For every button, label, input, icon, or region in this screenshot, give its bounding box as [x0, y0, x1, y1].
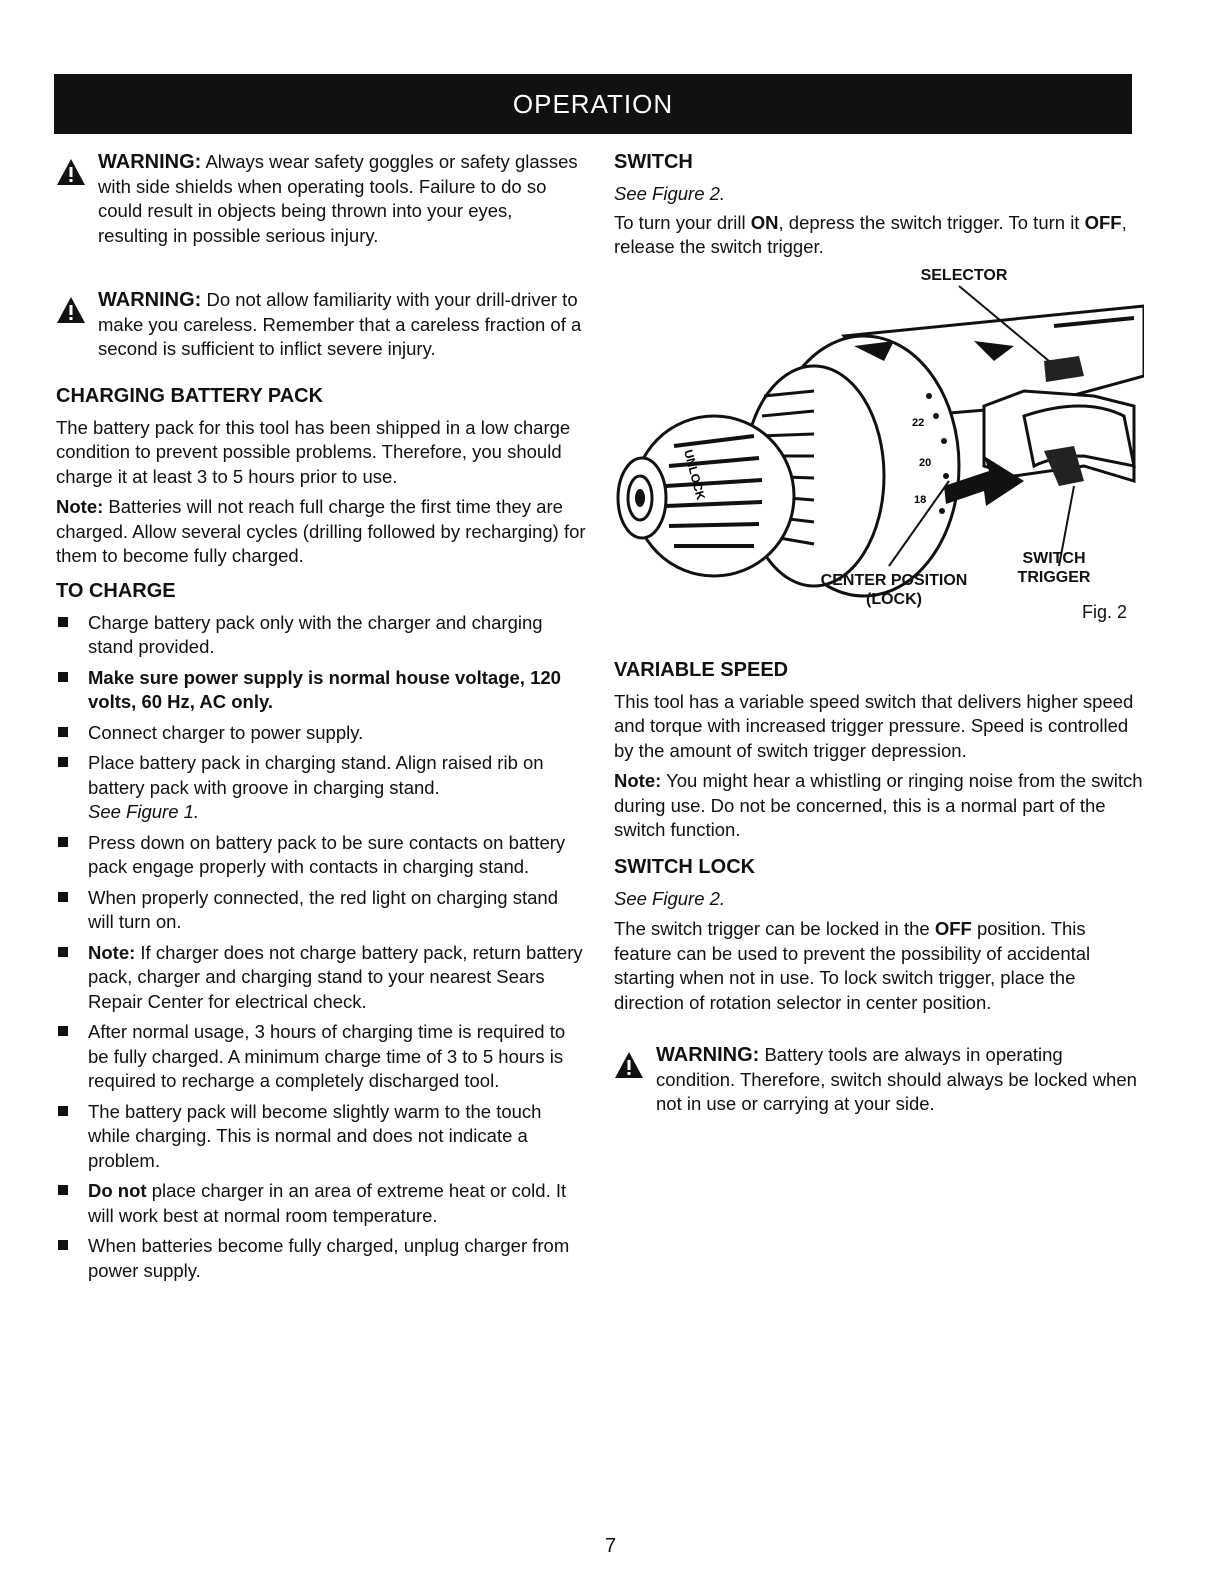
warning-familiarity: [56, 288, 586, 362]
figure-reference: See Figure 1.: [88, 801, 200, 822]
bullet-icon: [58, 672, 68, 682]
dial-number: 18: [914, 493, 927, 506]
bullet-icon: [58, 1026, 68, 1036]
off-label: OFF: [1084, 211, 1122, 233]
variable-speed-note: [614, 769, 1144, 843]
bullet-icon: [58, 1106, 68, 1116]
list-item: [56, 611, 586, 660]
section-title: OPERATION: [512, 89, 674, 119]
to-charge-heading: TO CHARGE: [56, 579, 176, 602]
bullet-icon: [58, 727, 68, 737]
warning-text: Do not allow familiarity with your drill-driver to make you careless. Remember that a careless fraction of a second is sufficient to inflict severe injury.: [98, 289, 582, 359]
dial-number: 20: [919, 456, 932, 469]
on-label: ON: [750, 211, 779, 233]
bullet-icon: [58, 1240, 68, 1250]
dial-number: 22: [912, 416, 925, 429]
charging-paragraph: The battery pack for this tool has been shipped in a low charge condition to prevent possible problems. Therefore, you should charge it at least 3 to 5 hours prior to use.: [56, 416, 571, 487]
warning-battery-tools: [614, 1043, 1144, 1117]
figure-number: Fig. 2: [1082, 601, 1128, 622]
center-position-text: CENTER POSITION: [820, 571, 968, 589]
figure-reference: See Figure 2.: [614, 887, 726, 909]
list-item-text: If charger does not charge battery pack, return battery pack, charger and charging stand to your nearest Sears Repair Center for electrical check.: [88, 941, 583, 1012]
list-item: [56, 831, 586, 880]
list-item-text: Make sure power supply is normal house voltage, 120 volts, 60 Hz, AC only.: [88, 666, 561, 712]
warning-text: Always wear safety goggles or safety glasses with side shields when operating tools. Failure to do so could result in objects being thrown into your eyes, resulting in possible serious injury.: [98, 151, 578, 246]
list-item-text: Place battery pack in charging stand. Align raised rib on battery pack with groove in charging stand.: [88, 752, 544, 798]
switch-lock-heading: SWITCH LOCK: [614, 855, 756, 878]
off-label: OFF: [934, 918, 972, 939]
note-label: Note:: [56, 496, 104, 517]
list-item: [56, 666, 586, 715]
warning-keyword: WARNING:: [98, 289, 202, 311]
switch-paragraph: [614, 211, 1144, 260]
switch-text: SWITCH: [1022, 549, 1086, 567]
text-run: , release the switch trigger.: [614, 211, 1127, 257]
bullet-icon: [58, 1185, 68, 1195]
list-item-text: After normal usage, 3 hours of charging time is required to be fully charged. A minimum charge time of 3 to 5 hours is required to recharge a completely discharged tool.: [88, 1021, 566, 1091]
emphasis-label: Do not: [88, 1180, 147, 1201]
section-banner: [54, 74, 1132, 134]
warning-triangle-icon: [614, 1051, 644, 1079]
list-item: [56, 751, 586, 825]
bullet-icon: [58, 947, 68, 957]
charging-note: [56, 495, 586, 569]
text-run: The switch trigger can be locked in the: [614, 918, 935, 939]
list-item-text: When batteries become fully charged, unplug charger from power supply.: [88, 1235, 570, 1281]
figure-reference: See Figure 2.: [614, 183, 726, 204]
page-number: 7: [604, 1535, 617, 1557]
list-item: [56, 1179, 586, 1228]
trigger-text: TRIGGER: [1017, 568, 1091, 586]
switch-trigger-label: [1009, 549, 1099, 587]
chuck-label: UNLOCK: [681, 447, 708, 501]
text-run: , depress the switch trigger. To turn it: [778, 211, 1085, 233]
warning-triangle-icon: [56, 296, 86, 324]
note-label: Note:: [88, 941, 136, 963]
list-item-text: place charger in an area of extreme heat or cold. It will work best at normal room temperature.: [88, 1180, 567, 1226]
text-run: position. This feature can be used to prevent the possibility of accidental starting when not in use. To lock switch trigger, place the direction of rotation selector in center position.: [614, 918, 1091, 1013]
list-item: [56, 941, 586, 1015]
lock-text: (LOCK): [866, 590, 922, 608]
list-item: [56, 721, 586, 746]
list-item-text: When properly connected, the red light on charging stand will turn on.: [88, 886, 558, 932]
bullet-icon: [58, 892, 68, 902]
warning-keyword: WARNING:: [656, 1044, 760, 1066]
variable-speed-paragraph: This tool has a variable speed switch that delivers higher speed and torque with increased trigger pressure. Speed is controlled by the amount of switch trigger depression.: [614, 690, 1134, 761]
charging-heading: CHARGING BATTERY PACK: [56, 384, 324, 407]
center-position-label: [809, 571, 979, 609]
switch-lock-paragraph: [614, 917, 1144, 1015]
warning-triangle-icon: [56, 158, 86, 186]
list-item: [56, 1020, 586, 1094]
right-column: [614, 150, 1144, 1145]
list-item-text: The battery pack will become slightly warm to the touch while charging. This is normal and does not indicate a problem.: [88, 1100, 542, 1171]
list-item-text: Press down on battery pack to be sure contacts on battery pack engage properly with contacts in charging stand.: [88, 831, 566, 877]
warning-goggles: [56, 150, 586, 248]
note-label: Note:: [614, 770, 662, 791]
warning-keyword: WARNING:: [98, 151, 202, 173]
switch-heading: SWITCH: [614, 151, 693, 173]
list-item: [56, 1100, 586, 1174]
figure-2: [614, 266, 1144, 646]
to-charge-list: [56, 611, 586, 1284]
warning-text: Battery tools are always in operating condition. Therefore, switch should always be locked when not in use or carrying at your side.: [656, 1044, 1137, 1114]
note-text: Batteries will not reach full charge the first time they are charged. Allow several cycles (drilling followed by recharging) for them to become fully charged.: [56, 496, 586, 566]
list-item-text: Connect charger to power supply.: [88, 721, 364, 743]
note-text: You might hear a whistling or ringing noise from the switch during use. Do not be concerned, this is a normal part of the switch function.: [614, 770, 1143, 840]
bullet-icon: [58, 617, 68, 627]
list-item: [56, 1234, 586, 1283]
variable-speed-heading: VARIABLE SPEED: [614, 658, 789, 681]
text-run: To turn your drill: [614, 211, 751, 233]
bullet-icon: [58, 837, 68, 847]
left-column: [56, 150, 586, 1289]
bullet-icon: [58, 757, 68, 767]
list-item: [56, 886, 586, 935]
list-item-text: Charge battery pack only with the charger and charging stand provided.: [88, 611, 543, 657]
selector-label: SELECTOR: [920, 266, 1008, 284]
